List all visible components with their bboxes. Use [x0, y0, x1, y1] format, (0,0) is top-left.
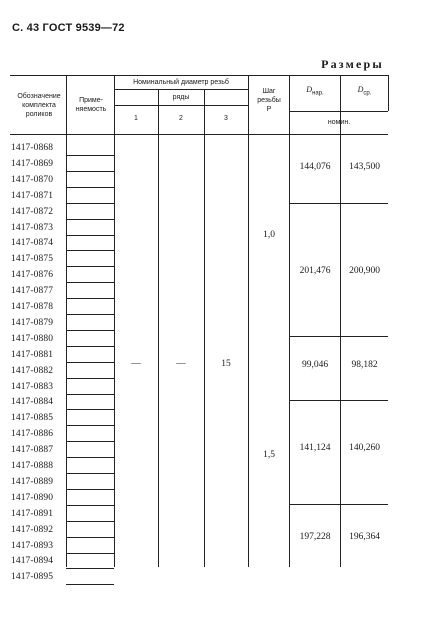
- row-line: [66, 219, 114, 220]
- table-row-code: 1417-0878: [11, 302, 54, 312]
- row1-header: 1: [134, 115, 138, 122]
- table-row-code: 1417-0877: [11, 286, 54, 297]
- row-line: [66, 394, 114, 395]
- row-line: [66, 330, 114, 331]
- d-nar-value: 144,076: [299, 162, 331, 172]
- table-row-code: 1417-0871: [11, 190, 54, 201]
- row-line: [66, 553, 114, 554]
- row-line: [66, 537, 114, 538]
- row-line: [66, 489, 114, 490]
- designation-header: Обозначение комплекта роликов: [17, 93, 61, 118]
- table-row-code: 1417-0890: [11, 492, 54, 503]
- table-row-code: 1417-0892: [11, 524, 54, 535]
- row1-value: —: [131, 359, 141, 369]
- table-row-code: 1417-0889: [11, 476, 54, 487]
- table-row-code: 1417-0868: [11, 143, 54, 153]
- nominal-diameter-header: Номинальный диаметр резьб: [133, 79, 229, 86]
- table-row-code: 1417-0881: [11, 349, 54, 360]
- table-row-code: 1417-0895: [11, 572, 54, 583]
- row-line: [66, 378, 114, 379]
- row2-value: —: [176, 359, 186, 369]
- d-nar-value: 99,046: [301, 360, 329, 370]
- rows-label: ряды: [172, 94, 190, 101]
- row-line: [66, 505, 114, 506]
- d-nar-value: 141,124: [299, 443, 331, 453]
- row-line: [66, 521, 114, 522]
- row-line: [66, 171, 114, 172]
- row-line: [66, 457, 114, 458]
- d-nar-value: 197,228: [299, 532, 331, 542]
- row-line: [66, 314, 114, 315]
- table-row-code: 1417-0884: [11, 397, 54, 408]
- table-row-code: 1417-0880: [11, 333, 54, 344]
- applicability-header: Приме- няемость: [75, 97, 107, 113]
- d-sr-value: 143,500: [349, 162, 380, 172]
- row3-value: 15: [221, 359, 231, 369]
- row-line: [66, 584, 114, 585]
- d-sr-value: 140,260: [349, 443, 380, 453]
- table-row-code: 1417-0894: [11, 556, 54, 567]
- row-line: [66, 235, 114, 236]
- table-row-code: 1417-0888: [11, 461, 54, 471]
- nomin-header: номин.: [327, 119, 351, 126]
- pitch-value-2: 1,5: [263, 450, 275, 460]
- page-header: С. 43 ГОСТ 9539—72: [12, 22, 125, 34]
- table-row-code: 1417-0869: [11, 158, 54, 169]
- row-line: [66, 266, 114, 267]
- d-sr-header: $D_{ср.}$: [357, 85, 372, 97]
- row-line: [66, 155, 114, 156]
- row-line: [66, 473, 114, 474]
- table-row-code: 1417-0872: [11, 206, 54, 217]
- d-sr-value: 200,900: [349, 266, 380, 276]
- row-line: [66, 250, 114, 251]
- table-row-code: 1417-0876: [11, 270, 54, 281]
- table-row-code: 1417-0891: [11, 508, 54, 519]
- row-line: [66, 203, 114, 204]
- row-line: [66, 362, 114, 363]
- table-row-code: 1417-0886: [11, 429, 54, 440]
- d-sr-value: 196,364: [349, 532, 380, 542]
- row-line: [66, 425, 114, 426]
- table-row-code: 1417-0883: [11, 381, 54, 392]
- table-row-code: 1417-0875: [11, 254, 54, 265]
- pitch-header: Шаг резьбы P: [257, 88, 281, 113]
- row-line: [66, 298, 114, 299]
- row-line: [66, 282, 114, 283]
- table-row-code: 1417-0879: [11, 317, 54, 328]
- table-row-code: 1417-0885: [11, 413, 54, 424]
- row-line: [66, 568, 114, 569]
- d-sr-value: 98,182: [351, 360, 378, 370]
- row-line: [66, 187, 114, 188]
- table-row-code: 1417-0873: [11, 222, 54, 233]
- table-row-code: 1417-0870: [11, 174, 54, 185]
- row-line: [66, 441, 114, 442]
- row3-header: 3: [224, 115, 228, 122]
- table-row-code: 1417-0887: [11, 445, 54, 456]
- table-row-code: 1417-0893: [11, 540, 54, 551]
- row2-header: 2: [179, 115, 183, 122]
- pitch-value-1: 1,0: [263, 230, 275, 240]
- table-row-code: 1417-0882: [11, 365, 54, 376]
- table-row-code: 1417-0874: [11, 238, 54, 249]
- d-nar-value: 201,476: [299, 266, 331, 276]
- row-line: [66, 346, 114, 347]
- units-caption: Размеры: [321, 57, 384, 71]
- d-nar-header: $D_{нар.}$: [306, 85, 324, 97]
- row-line: [66, 409, 114, 410]
